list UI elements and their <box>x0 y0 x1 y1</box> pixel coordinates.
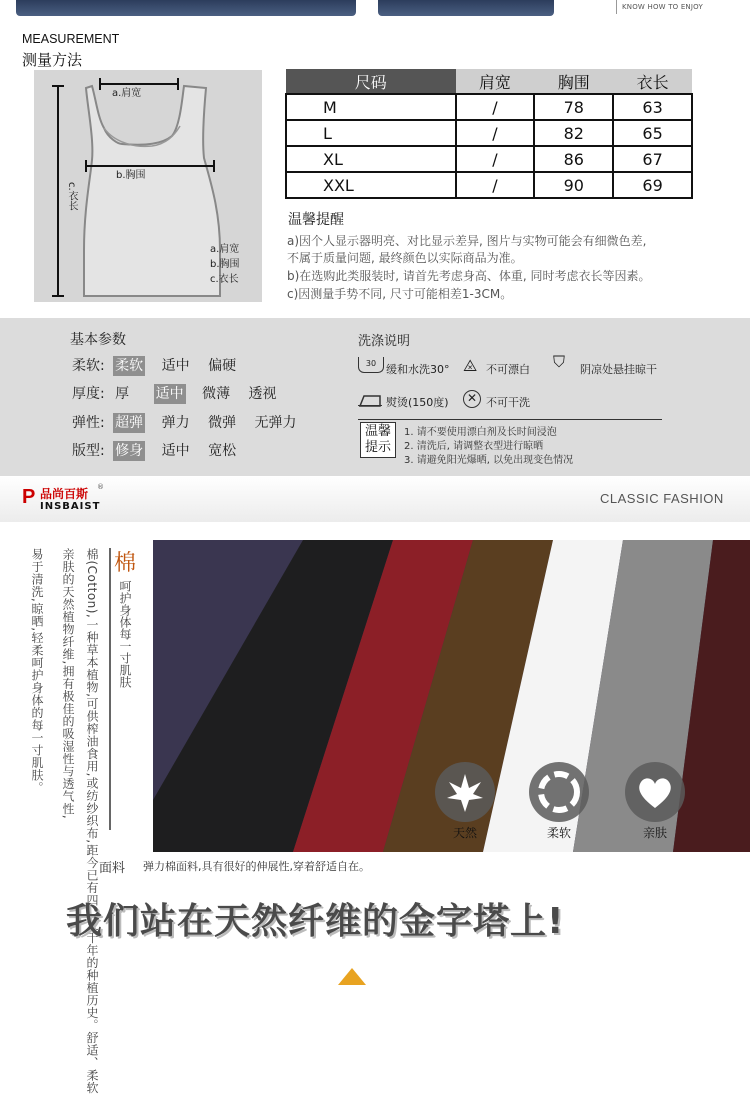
measurement-title-cn: 测量方法 <box>22 51 83 69</box>
length-cell: 65 <box>613 120 692 146</box>
feature-skin <box>623 762 687 841</box>
tip-line: c)因测量手势不同, 尺寸可能相差1-3CM。 <box>287 287 513 301</box>
no-bleach-icon: ⨻ <box>463 356 478 375</box>
no-bleach-text: 不可漂白 <box>486 363 530 376</box>
table-row <box>286 120 692 146</box>
param-option: 微弹 <box>208 415 237 431</box>
tip-line: a)因个人显示器明亮、对比显示差异, 图片与实物可能会有细微色差, <box>287 234 647 248</box>
params-title: 基本参数 <box>70 332 126 348</box>
size-cell: XXL <box>286 172 456 198</box>
param-label: 柔软: <box>72 358 105 374</box>
tip-line: 不属于质量问题, 最终颜色以实际商品为准。 <box>287 251 523 265</box>
table-row <box>286 94 692 120</box>
no-dry-clean-text: 不可干洗 <box>486 396 530 409</box>
param-option-selected: 超弹 <box>115 415 144 431</box>
header-shoulder: 肩宽 <box>456 69 535 94</box>
product-photo-partial-2 <box>378 0 554 16</box>
feature-soft <box>527 762 591 841</box>
chest-cell: 86 <box>534 146 613 172</box>
header-size: 尺码 <box>286 69 456 94</box>
iron-text: 熨烫(150度) <box>386 396 449 409</box>
product-photo-partial <box>16 0 356 16</box>
measurement-title-en: MEASUREMENT <box>22 32 120 46</box>
brand-tagline: CLASSIC FASHION <box>600 491 724 506</box>
param-option-selected: 柔软 <box>115 358 144 374</box>
chest-cell: 90 <box>534 172 613 198</box>
param-row-fit <box>70 441 248 461</box>
param-option: 无弹力 <box>254 415 297 431</box>
wash-title: 洗涤说明 <box>358 334 411 349</box>
param-label: 版型: <box>72 443 105 459</box>
heart-icon <box>625 762 685 822</box>
param-option: 适中 <box>161 358 190 374</box>
legend-c: c.衣长 <box>210 274 239 285</box>
shoulder-cell: / <box>456 146 535 172</box>
param-option: 厚 <box>115 386 130 402</box>
param-option-selected: 适中 <box>155 386 184 402</box>
table-row <box>286 172 692 198</box>
header-chest: 胸围 <box>534 69 613 94</box>
wash-note: 2. 清洗后, 请调整衣型进行晾晒 <box>404 441 544 452</box>
length-label: c.衣长 <box>66 182 77 211</box>
knowhow-text: KNOW HOW TO ENJOY <box>622 3 703 11</box>
feature-natural <box>433 762 497 841</box>
param-row-softness <box>70 356 248 376</box>
tips-title: 温馨提醒 <box>288 212 344 228</box>
shoulder-cell: / <box>456 120 535 146</box>
size-cell: XL <box>286 146 456 172</box>
param-option: 适中 <box>161 443 190 459</box>
param-option-selected: 修身 <box>115 443 144 459</box>
iron-icon <box>358 392 382 406</box>
param-option: 弹力 <box>161 415 190 431</box>
param-option: 透视 <box>248 386 277 402</box>
fabric-label: 面料 <box>99 861 126 876</box>
no-dry-clean-icon: ✕ <box>463 390 481 408</box>
swirl-icon <box>529 762 589 822</box>
length-cell: 63 <box>613 94 692 120</box>
wash-tub-icon: 30 <box>358 357 384 373</box>
divider <box>109 548 111 830</box>
param-option: 宽松 <box>208 443 237 459</box>
shoulder-label: a.肩宽 <box>112 88 142 99</box>
size-cell: L <box>286 120 456 146</box>
cotton-title: 棉 <box>114 551 137 576</box>
legend-b: b.胸围 <box>210 259 240 270</box>
wash-note: 1. 请不要使用漂白剂及长时间浸泡 <box>404 427 557 438</box>
param-row-elasticity <box>70 413 309 433</box>
slogan: 我们站在天然纤维的金字塔上! <box>66 901 565 942</box>
feature-label: 柔软 <box>546 826 571 840</box>
header-length: 衣长 <box>613 69 692 94</box>
size-table <box>285 69 693 199</box>
garment-measure-image <box>34 70 262 302</box>
divider <box>358 419 662 420</box>
size-cell: M <box>286 94 456 120</box>
shoulder-cell: / <box>456 94 535 120</box>
table-row <box>286 146 692 172</box>
fabric-photo <box>153 540 750 852</box>
shade-dry-icon: ⛉ <box>553 352 566 371</box>
registered-mark: ® <box>97 483 104 491</box>
cotton-desc-col: 棉(Cotton),一种草本植物,可供榨油食用,或纺纱织布,距今已有四、五千年的种植历史。舒适、柔软 <box>85 548 99 1094</box>
chest-cell: 82 <box>534 120 613 146</box>
param-label: 弹性: <box>72 415 105 431</box>
size-table-header <box>286 69 692 94</box>
warm-tip-badge: 温馨提示 <box>360 422 396 458</box>
cotton-desc-col: 亲肤的天然植物纤维,拥有极佳的吸湿性与透气性, <box>61 548 75 820</box>
cotton-subtitle: 呵护身体每一寸肌肤 <box>118 580 132 688</box>
divider <box>616 0 617 14</box>
cotton-desc-col: 易于清洗,晾晒,轻柔呵护身体的每一寸肌肤。 <box>30 548 44 795</box>
wash-note: 3. 请避免阳光爆晒, 以免出现变色情况 <box>404 455 574 466</box>
brand-logo-letter: P <box>22 486 36 508</box>
param-label: 厚度: <box>72 386 105 402</box>
mild-wash-text: 缓和水洗30° <box>386 363 450 376</box>
shade-dry-text: 阴凉处悬挂晾干 <box>580 363 657 376</box>
fabric-desc: 弹力棉面料,具有很好的伸展性,穿着舒适自在。 <box>143 860 370 873</box>
feature-label: 天然 <box>452 826 477 840</box>
pyramid-icon <box>338 968 366 985</box>
feature-label: 亲肤 <box>642 826 667 840</box>
length-cell: 67 <box>613 146 692 172</box>
param-row-thickness <box>70 384 289 404</box>
chest-label: b.胸围 <box>116 170 146 181</box>
shoulder-cell: / <box>456 172 535 198</box>
leaf-icon <box>435 762 495 822</box>
param-option: 偏硬 <box>208 358 237 374</box>
brand-name-cn: 品尚百斯 <box>40 487 89 501</box>
param-option: 微薄 <box>202 386 231 402</box>
chest-cell: 78 <box>534 94 613 120</box>
length-cell: 69 <box>613 172 692 198</box>
legend-a: a.肩宽 <box>210 244 240 255</box>
brand-name-en: INSBAIST <box>40 501 101 512</box>
tip-line: b)在选购此类服装时, 请首先考虑身高、体重, 同时考虑衣长等因素。 <box>287 269 651 283</box>
